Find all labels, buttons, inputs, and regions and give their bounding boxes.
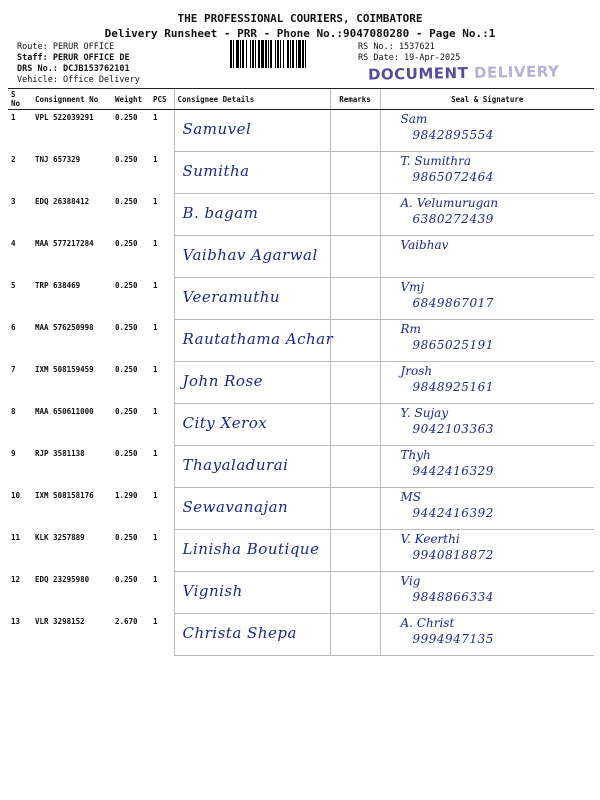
col-consignee-header: Consignee Details bbox=[174, 89, 330, 110]
row-consignment-no: MAA 650611000 bbox=[35, 406, 94, 416]
row-pcs: 1 bbox=[153, 280, 158, 290]
row-sno: 3 bbox=[11, 196, 16, 206]
row-weight: 0.250 bbox=[115, 574, 138, 584]
row-pcs: 1 bbox=[153, 532, 158, 542]
col-weight-header: Weight bbox=[112, 89, 150, 110]
runsheet-subtitle: Delivery Runsheet - PRR - Phone No.:9047080280 - Page No.:1 bbox=[104, 27, 496, 40]
handwritten-signature: Jrosh bbox=[400, 364, 433, 378]
row-sno: 11 bbox=[11, 532, 21, 542]
row-consignment-no: KLK 3257889 bbox=[35, 532, 85, 542]
row-consignment-no: IXM 508159459 bbox=[35, 364, 94, 374]
row-signature-cell bbox=[380, 446, 594, 488]
row-consignee-cell bbox=[174, 194, 330, 236]
row-signature-cell bbox=[380, 278, 594, 320]
handwritten-signature: T. Sumithra bbox=[400, 154, 471, 168]
row-pcs: 1 bbox=[153, 490, 158, 500]
table-row bbox=[8, 278, 594, 320]
row-consignment-no: MAA 577217284 bbox=[35, 238, 94, 248]
row-pcs: 1 bbox=[153, 113, 158, 122]
row-consignment-no: EDQ 23295980 bbox=[35, 574, 90, 584]
row-weight: 0.250 bbox=[115, 532, 138, 542]
table-row bbox=[8, 194, 594, 236]
rs-date: RS Date: 19-Apr-2025 bbox=[358, 53, 461, 63]
row-consignee-cell bbox=[174, 488, 330, 530]
row-consignment-no: EDQ 26388412 bbox=[35, 196, 90, 206]
row-signature-cell bbox=[380, 320, 594, 362]
row-consignee-cell bbox=[174, 404, 330, 446]
handwritten-consignee-name: Rautathama Achar bbox=[182, 330, 334, 348]
row-remarks bbox=[330, 488, 380, 530]
col-sno-header: S No bbox=[8, 89, 32, 110]
row-pcs: 1 bbox=[153, 406, 158, 416]
row-sno: 4 bbox=[11, 238, 16, 248]
handwritten-phone: 9940818872 bbox=[412, 548, 494, 562]
row-weight: 2.670 bbox=[115, 616, 138, 626]
runsheet-meta-right bbox=[358, 42, 460, 64]
row-remarks bbox=[330, 110, 380, 152]
row-remarks bbox=[330, 614, 380, 656]
row-weight: 0.250 bbox=[115, 196, 138, 206]
row-consignment-no: MAA 576250998 bbox=[35, 322, 94, 332]
row-remarks bbox=[330, 194, 380, 236]
row-pcs: 1 bbox=[153, 448, 158, 458]
handwritten-phone: 9842895554 bbox=[412, 128, 494, 142]
col-consignment-header: Consignment No bbox=[32, 89, 112, 110]
handwritten-phone: 9865072464 bbox=[412, 170, 494, 184]
row-pcs: 1 bbox=[153, 364, 158, 374]
company-title: THE PROFESSIONAL COURIERS, COIMBATORE bbox=[177, 12, 423, 25]
row-consignee-cell bbox=[174, 236, 330, 278]
row-weight: 0.250 bbox=[115, 238, 138, 248]
drs-number: DRS No.: DCJB153762101 bbox=[17, 64, 130, 74]
handwritten-consignee-name: John Rose bbox=[182, 372, 264, 390]
handwritten-consignee-name: Linisha Boutique bbox=[182, 540, 320, 558]
row-consignee-cell bbox=[174, 152, 330, 194]
handwritten-phone: 6849867017 bbox=[412, 296, 494, 310]
row-signature-cell bbox=[380, 404, 594, 446]
row-weight: 0.250 bbox=[115, 154, 138, 164]
handwritten-phone: 9442416329 bbox=[412, 464, 494, 478]
row-consignee-cell bbox=[174, 320, 334, 362]
rs-number: RS No.: 1537621 bbox=[358, 42, 435, 52]
row-weight: 0.250 bbox=[115, 280, 138, 290]
row-weight: 0.250 bbox=[115, 364, 138, 374]
staff-text: Staff: PERUR OFFICE DE bbox=[17, 53, 130, 63]
row-consignee-cell bbox=[174, 362, 330, 404]
col-pcs-header: PCS bbox=[150, 89, 174, 110]
row-signature-cell bbox=[380, 362, 594, 404]
handwritten-consignee-name: City Xerox bbox=[182, 414, 268, 432]
handwritten-signature: Vig bbox=[400, 574, 421, 588]
row-weight: 0.250 bbox=[115, 406, 138, 416]
row-remarks bbox=[330, 530, 380, 572]
row-sno: 12 bbox=[11, 574, 21, 584]
document-delivery-stamp: DOCUMENT DELIVERY bbox=[367, 62, 560, 84]
table-row bbox=[8, 110, 594, 152]
row-consignment-no: RJP 3581138 bbox=[35, 448, 85, 458]
handwritten-signature: Rm bbox=[400, 322, 421, 336]
table-row bbox=[8, 362, 594, 404]
row-remarks bbox=[330, 572, 380, 614]
handwritten-signature: A. Velumurugan bbox=[400, 196, 499, 210]
row-sno: 9 bbox=[11, 448, 16, 458]
row-weight: 0.250 bbox=[115, 113, 138, 122]
handwritten-signature: Thyh bbox=[400, 448, 431, 462]
handwritten-consignee-name: Vaibhav Agarwal bbox=[182, 246, 318, 264]
row-pcs: 1 bbox=[153, 322, 158, 332]
row-sno: 1 bbox=[11, 113, 16, 122]
runsheet-meta-left bbox=[17, 42, 140, 86]
row-remarks bbox=[330, 236, 380, 278]
handwritten-signature: Sam bbox=[400, 112, 428, 126]
table-row bbox=[8, 446, 594, 488]
handwritten-phone: 9042103363 bbox=[412, 422, 494, 436]
row-remarks bbox=[330, 278, 380, 320]
handwritten-signature: Vaibhav bbox=[400, 238, 449, 252]
row-signature-cell bbox=[380, 152, 594, 194]
handwritten-phone: 9865025191 bbox=[412, 338, 494, 352]
row-consignee-cell bbox=[174, 446, 330, 488]
handwritten-signature: A. Christ bbox=[400, 616, 455, 630]
row-signature-cell bbox=[380, 194, 594, 236]
handwritten-signature: MS bbox=[400, 490, 422, 504]
row-consignment-no: TRP 638469 bbox=[35, 280, 81, 290]
table-header-row bbox=[8, 89, 594, 110]
row-weight: 0.250 bbox=[115, 448, 138, 458]
row-sno: 7 bbox=[11, 364, 16, 374]
row-signature-cell bbox=[380, 572, 594, 614]
row-consignment-no: VLR 3298152 bbox=[35, 616, 85, 626]
handwritten-consignee-name: Samuvel bbox=[182, 120, 252, 138]
row-signature-cell bbox=[380, 236, 594, 278]
table-row bbox=[8, 614, 594, 656]
row-weight: 1.290 bbox=[115, 490, 138, 500]
row-remarks bbox=[330, 404, 380, 446]
row-remarks bbox=[330, 320, 380, 362]
handwritten-signature: Vmj bbox=[400, 280, 425, 294]
row-consignment-no: VPL 522039291 bbox=[35, 113, 94, 122]
row-sno: 2 bbox=[11, 154, 16, 164]
row-sno: 8 bbox=[11, 406, 16, 416]
row-consignee-cell bbox=[174, 530, 330, 572]
row-sno: 5 bbox=[11, 280, 16, 290]
table-row bbox=[8, 488, 594, 530]
table-row bbox=[8, 152, 594, 194]
handwritten-phone: 9848866334 bbox=[412, 590, 494, 604]
handwritten-consignee-name: Sewavanajan bbox=[182, 498, 289, 516]
handwritten-consignee-name: Veeramuthu bbox=[182, 288, 281, 306]
handwritten-phone: 6380272439 bbox=[412, 212, 494, 226]
route-text: Route: PERUR OFFICE bbox=[17, 42, 115, 52]
row-consignment-no: IXM 508158176 bbox=[35, 490, 94, 500]
handwritten-consignee-name: B. bagam bbox=[182, 204, 259, 222]
handwritten-phone: 9442416392 bbox=[412, 506, 494, 520]
handwritten-consignee-name: Sumitha bbox=[182, 162, 250, 180]
row-pcs: 1 bbox=[153, 616, 158, 626]
handwritten-signature: Y. Sujay bbox=[400, 406, 449, 420]
row-signature-cell bbox=[380, 530, 594, 572]
table-row bbox=[8, 572, 594, 614]
row-pcs: 1 bbox=[153, 238, 158, 248]
table-row bbox=[8, 320, 594, 362]
runsheet-table bbox=[8, 88, 594, 656]
table-row bbox=[8, 236, 594, 278]
handwritten-phone: 9994947135 bbox=[412, 632, 494, 646]
row-sno: 10 bbox=[11, 490, 21, 500]
row-signature-cell bbox=[380, 614, 594, 656]
table-row bbox=[8, 404, 594, 446]
row-remarks bbox=[330, 152, 380, 194]
row-signature-cell bbox=[380, 488, 594, 530]
handwritten-consignee-name: Christa Shepa bbox=[182, 624, 297, 642]
row-pcs: 1 bbox=[153, 154, 158, 164]
row-consignee-cell bbox=[174, 614, 330, 656]
handwritten-consignee-name: Thayaladurai bbox=[182, 456, 289, 474]
row-consignee-cell bbox=[174, 572, 330, 614]
row-sno: 6 bbox=[11, 322, 16, 332]
vehicle-text: Vehicle: Office Delivery bbox=[17, 75, 140, 85]
row-consignment-no: TNJ 657329 bbox=[35, 154, 81, 164]
row-consignee-cell bbox=[174, 110, 330, 152]
row-remarks bbox=[330, 446, 380, 488]
barcode-icon bbox=[230, 40, 354, 68]
col-seal-header: Seal & Signature bbox=[380, 89, 594, 110]
row-pcs: 1 bbox=[153, 574, 158, 584]
col-remarks-header: Remarks bbox=[330, 89, 380, 110]
row-signature-cell bbox=[380, 110, 594, 152]
handwritten-signature: V. Keerthi bbox=[400, 532, 460, 546]
row-weight: 0.250 bbox=[115, 322, 138, 332]
table-row bbox=[8, 530, 594, 572]
handwritten-phone: 9848925161 bbox=[412, 380, 494, 394]
row-sno: 13 bbox=[11, 616, 21, 626]
row-pcs: 1 bbox=[153, 196, 158, 206]
row-consignee-cell bbox=[174, 278, 330, 320]
handwritten-consignee-name: Vignish bbox=[182, 582, 243, 600]
row-remarks bbox=[330, 362, 380, 404]
